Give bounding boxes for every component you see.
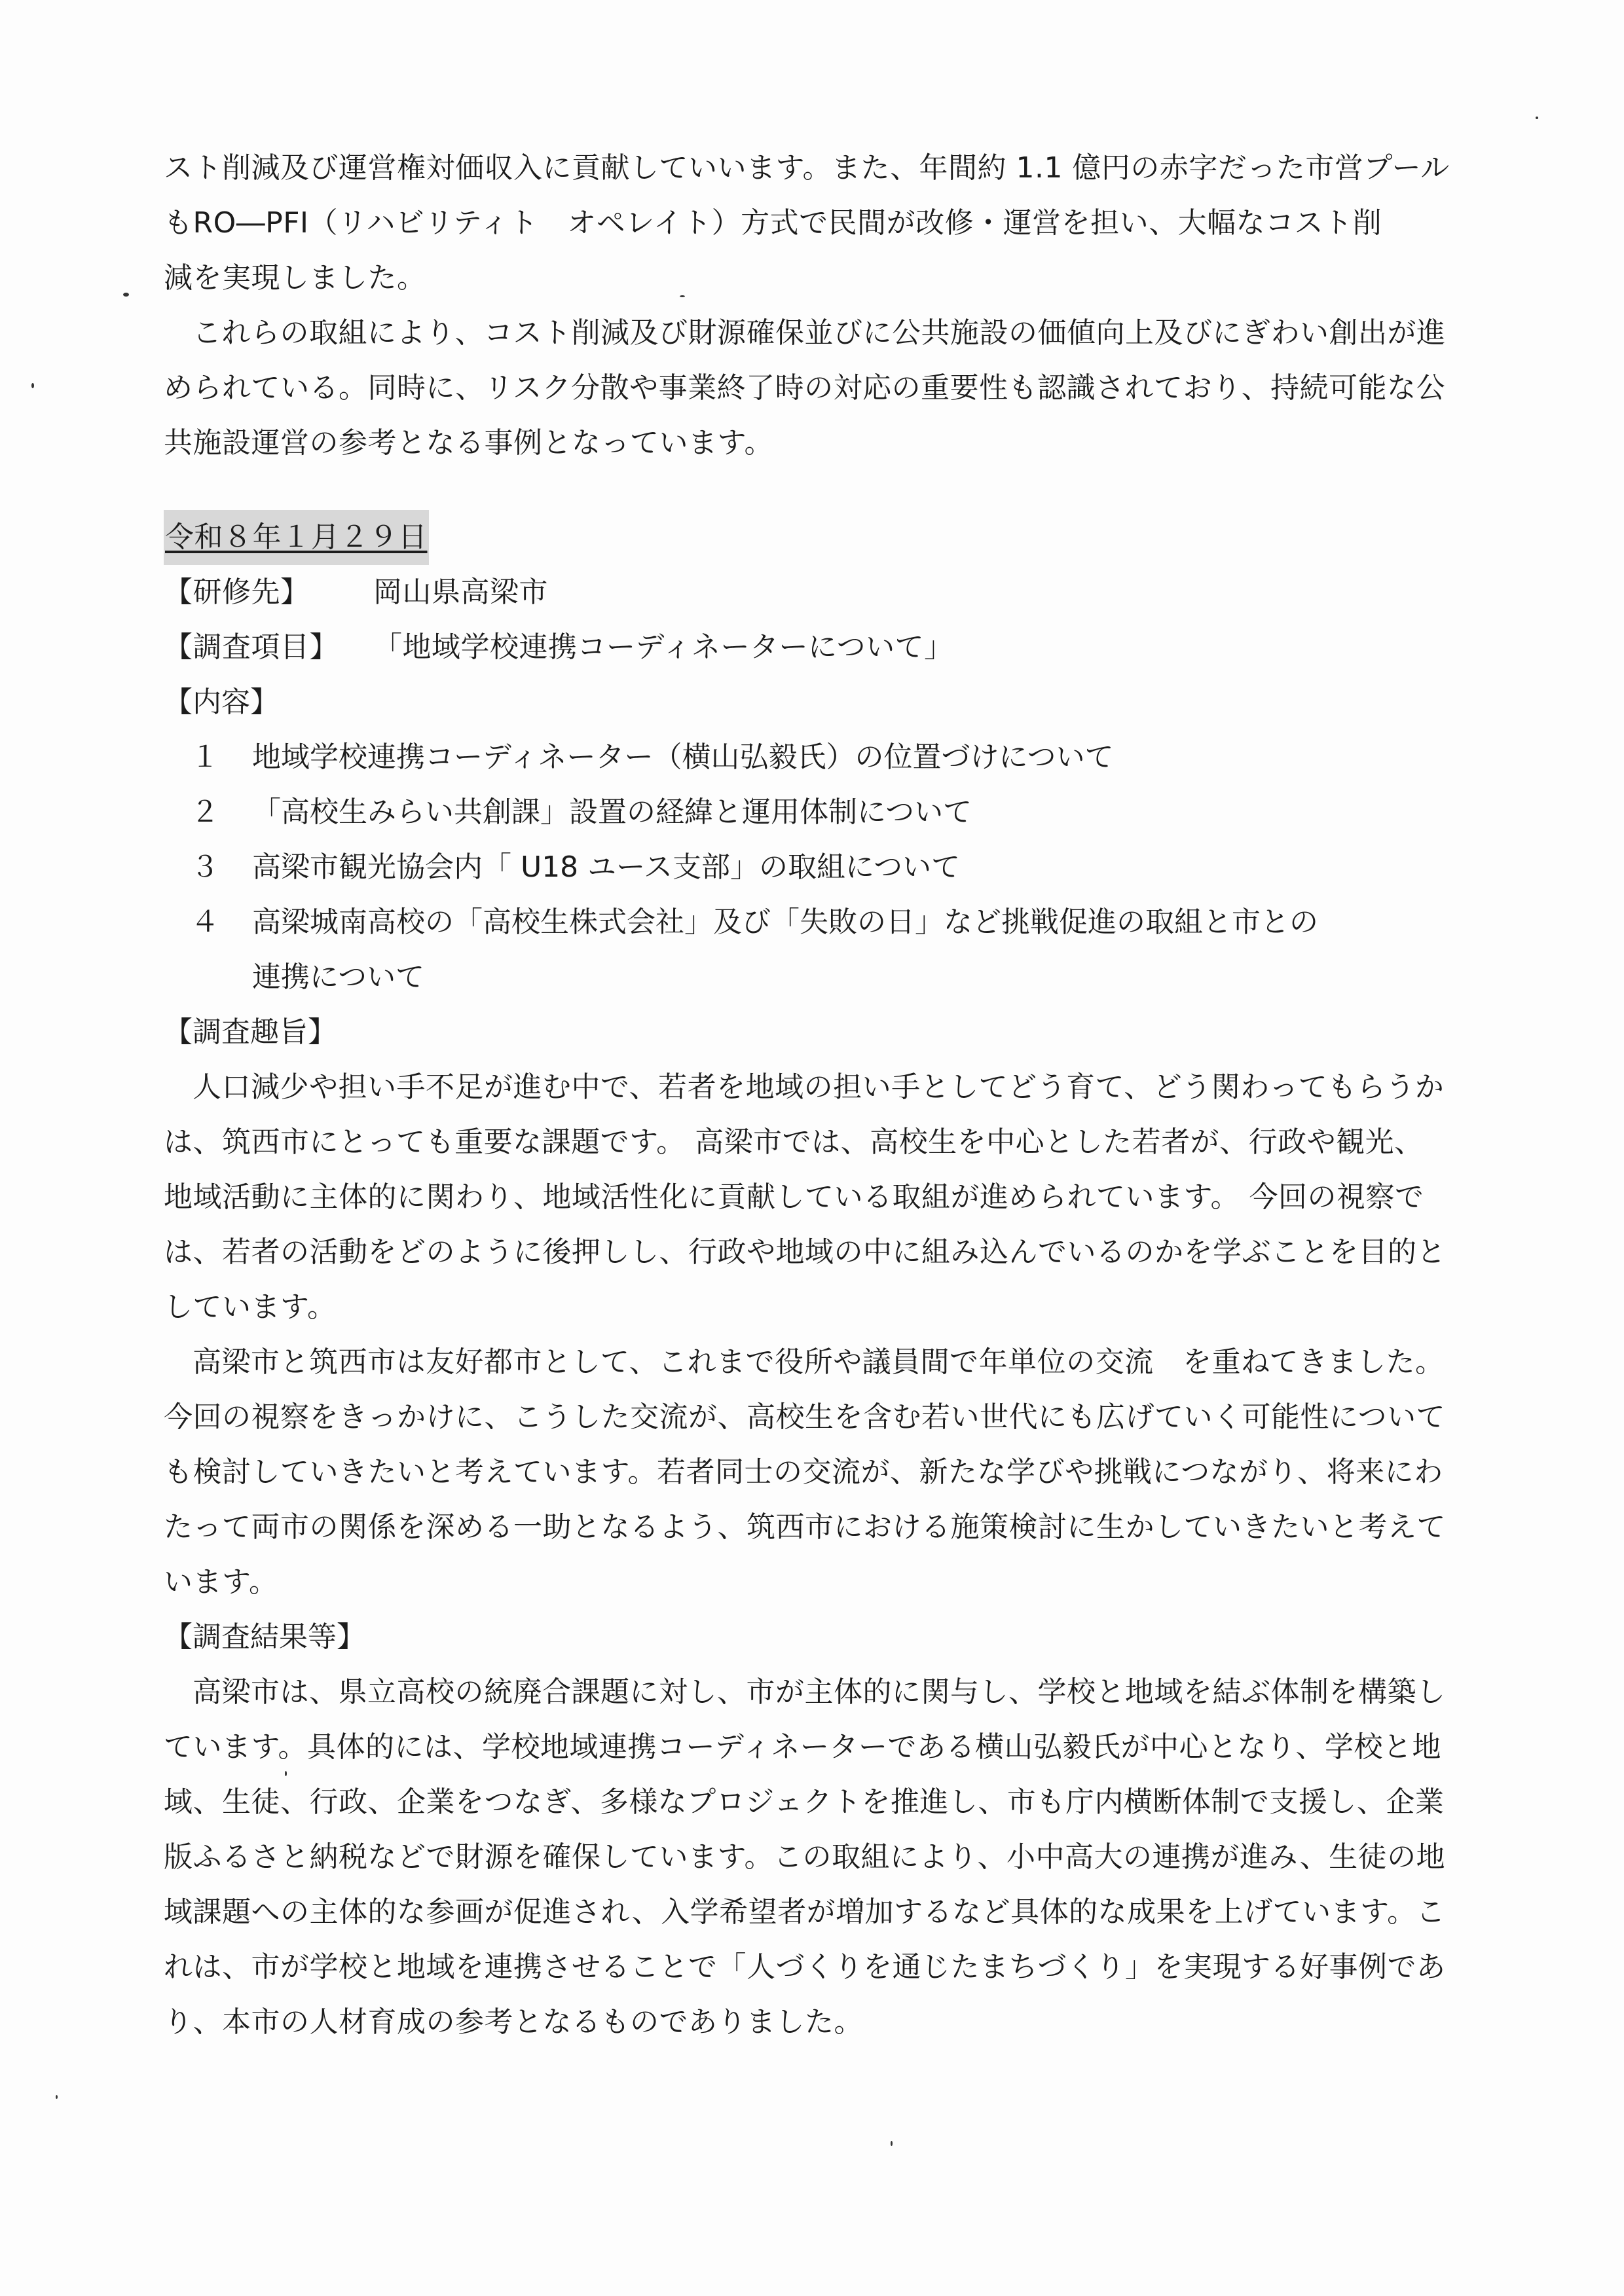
text-line: も検討していきたいと考えています。若者同士の交流が、新たな学びや挑戦につながり、将来にわ: [164, 1455, 1443, 1489]
list-text: 高梁城南高校の「高校生株式会社」及び「失敗の日」など挑戦促進の取組と市との: [252, 905, 1318, 939]
date-heading: 令和８年１月２９日: [164, 510, 429, 565]
text-line: 域、生徒、行政、企業をつなぎ、多様なプロジェクトを推進し、市も庁内横断体制で支援し、企業: [164, 1785, 1445, 1819]
results-heading: 【調査結果等】: [164, 1620, 365, 1654]
text-line: り、本市の人材育成の参考となるものでありました。: [164, 2005, 863, 2039]
text-line: められている。同時に、リスク分散や事業終了時の対応の重要性も認識されており、持続可能な公: [164, 371, 1446, 405]
scan-speck: [123, 293, 129, 297]
survey-item-value: 「地域学校連携コーディネーターについて」: [373, 630, 953, 664]
purpose-paragraph-1: [164, 1060, 1506, 1335]
text-line: もRO―PFI（リハビリティト オペレイト）方式で民間が改修・運営を担い、大幅なコスト削: [164, 206, 1382, 240]
text-line: 今回の視察をきっかけに、こうした交流が、高校生を含む若い世代にも広げていく可能性について: [164, 1400, 1446, 1434]
list-text-continuation: 連携について: [252, 960, 425, 994]
list-item: [164, 730, 1506, 785]
list-number: ４: [191, 905, 219, 939]
text-line: れは、市が学校と地域を連携させることで「人づくりを通じたまちづくり」を実現する好事例であ: [164, 1950, 1446, 1984]
destination-label: 【研修先】: [164, 575, 310, 609]
text-line: 共施設運営の参考となる事例となっています。: [164, 426, 773, 460]
summary-paragraph: [164, 306, 1506, 471]
scan-speck: [891, 2141, 893, 2146]
list-item: [164, 785, 1506, 840]
text-line: 高梁市は、県立高校の統廃合課題に対し、市が主体的に関与し、学校と地域を結ぶ体制を構築し: [193, 1675, 1446, 1709]
scan-speck: [31, 383, 34, 388]
scan-speck: [56, 2095, 58, 2099]
text-line: ています。具体的には、学校地域連携コーディネーターである横山弘毅氏が中心となり、学校と地: [164, 1730, 1441, 1764]
text-line: 人口減少や担い手不足が進む中で、若者を地域の担い手としてどう育て、どう関わってもらうか: [193, 1070, 1445, 1104]
document-body: [164, 141, 1506, 2050]
text-line: 域課題への主体的な参画が促進され、入学希望者が増加するなど具体的な成果を上げています。こ: [164, 1895, 1446, 1929]
list-number: ３: [191, 850, 219, 884]
text-line: 高梁市と筑西市は友好都市として、これまで役所や議員間で年単位の交流 を重ねてきました。: [193, 1345, 1445, 1379]
text-line: は、筑西市にとっても重要な課題です。 高梁市では、高校生を中心とした若者が、行政や観光、: [164, 1125, 1424, 1159]
text-line: は、若者の活動をどのように後押しし、行政や地域の中に組み込んでいるのかを学ぶことを目的と: [164, 1235, 1446, 1269]
list-item: [164, 840, 1506, 895]
destination-row: [164, 565, 1506, 620]
text-line: しています。: [164, 1290, 337, 1324]
purpose-heading: 【調査趣旨】: [164, 1015, 337, 1049]
list-text: 地域学校連携コーディネーター（横山弘毅氏）の位置づけについて: [252, 740, 1114, 774]
intro-paragraph: [164, 141, 1506, 306]
text-line: 地域活動に主体的に関わり、地域活性化に貢献している取組が進められています。 今回の視察で: [164, 1180, 1424, 1214]
text-line: たって両市の関係を深める一助となるよう、筑西市における施策検討に生かしていきたいと考えて: [164, 1510, 1446, 1544]
survey-item-label: 【調査項目】: [164, 630, 339, 664]
scan-speck: [1536, 117, 1538, 119]
list-number: １: [191, 740, 219, 774]
content-heading: 【内容】: [164, 685, 279, 719]
content-list: [164, 730, 1506, 1005]
text-line: 版ふるさと納税などで財源を確保しています。この取組により、小中高大の連携が進み、生徒の地: [164, 1840, 1446, 1874]
text-line: これらの取組により、コスト削減及び財源確保並びに公共施設の価値向上及びにぎわい創出が進: [193, 316, 1446, 350]
list-text: 「高校生みらい共創課」設置の経緯と運用体制について: [252, 795, 972, 829]
survey-item-row: [164, 620, 1506, 675]
text-line: スト削減及び運営権対価収入に貢献していいます。また、年間約 1.1 億円の赤字だった市営プール: [164, 151, 1450, 185]
text-line: 減を実現しました。: [164, 261, 426, 295]
purpose-paragraph-2: [164, 1335, 1506, 1610]
list-number: ２: [191, 795, 219, 829]
date-heading-row: [164, 510, 1506, 565]
list-text: 高梁市観光協会内「 U18 ユース支部」の取組について: [252, 850, 961, 884]
destination-value: 岡山県高梁市: [373, 575, 548, 609]
text-line: います。: [164, 1565, 278, 1599]
list-item: [164, 895, 1506, 950]
results-paragraph: [164, 1665, 1506, 2050]
